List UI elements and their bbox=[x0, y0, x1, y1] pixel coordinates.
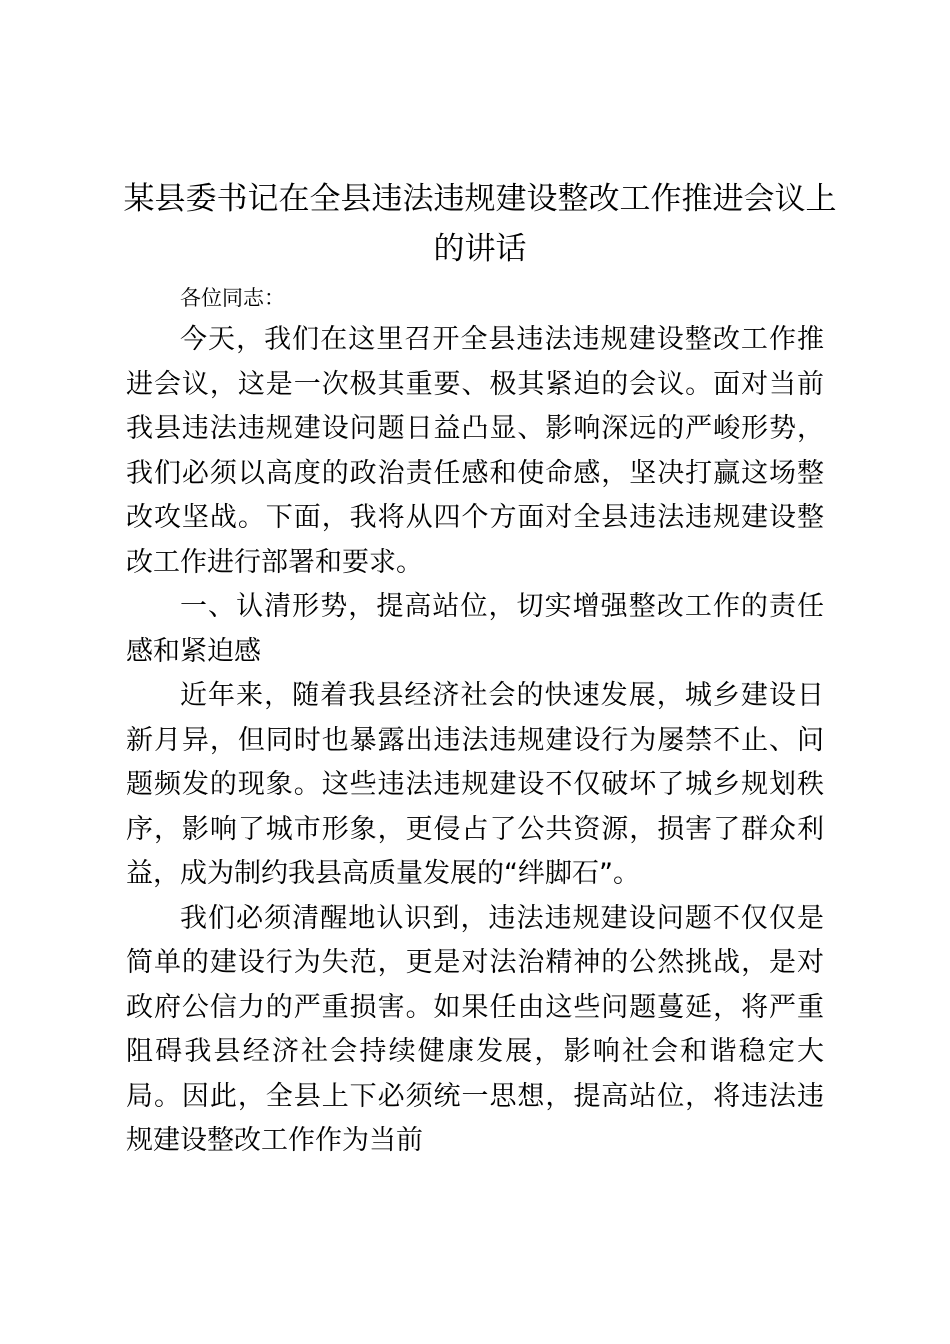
paragraph-background: 近年来，随着我县经济社会的快速发展，城乡建设日新月异，但同时也暴露出违法违规建设行为屡禁不止、问题频发的现象。这些违法违规建设不仅破坏了城乡规划秩序，影响了城市形象，更侵占了公共资源，损害了群众利益，成为制约我县高质量发展的“绊脚石”。 bbox=[126, 680, 824, 889]
salutation: 各位同志： bbox=[180, 286, 285, 310]
paragraph-awareness: 我们必须清醒地认识到，违法违规建设问题不仅仅是简单的建设行为失范，更是对法治精神的公然挑战，是对政府公信力的严重损害。如果任由这些问题蔓延，将严重阻碍我县经济社会持续健康发展，影响社会和谐稳定大局。因此，全县上下必须统一思想，提高站位，将违法违规建设整改工作作为当前 bbox=[126, 902, 824, 1156]
paragraph-opening: 今天，我们在这里召开全县违法违规建设整改工作推进会议，这是一次极其重要、极其紧迫的会议。面对当前我县违法违规建设问题日益凸显、影响深远的严峻形势，我们必须以高度的政治责任感和使命感，坚决打赢这场整改攻坚战。下面，我将从四个方面对全县违法违规建设整改工作进行部署和要求。 bbox=[126, 324, 824, 578]
document-title: 某县委书记在全县违法违规建设整改工作推进会议上的讲话 bbox=[123, 181, 837, 267]
section-heading-1: 一、认清形势，提高站位，切实增强整改工作的责任感和紧迫感 bbox=[126, 591, 824, 667]
document-body bbox=[126, 278, 824, 1164]
